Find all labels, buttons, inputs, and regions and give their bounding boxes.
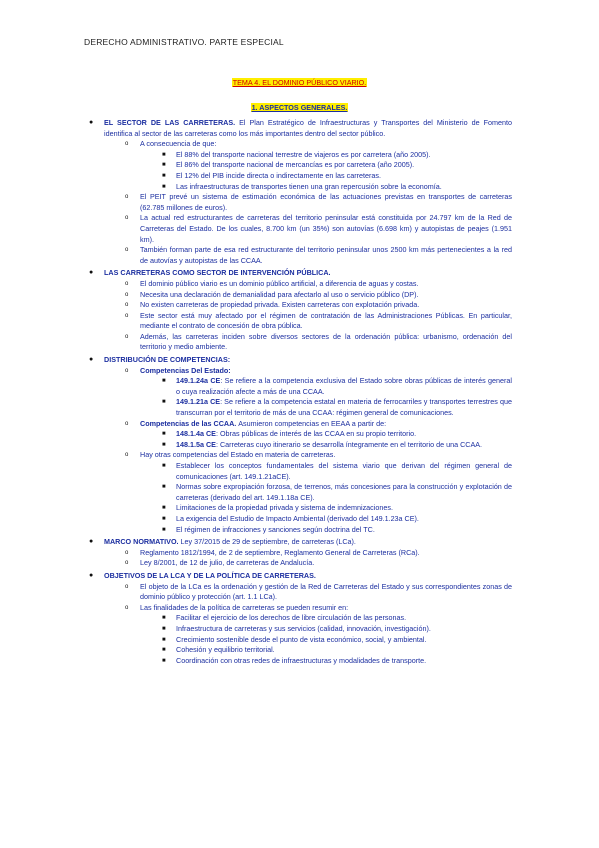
bullet-disc-icon: ● bbox=[89, 119, 94, 126]
outline-item-level-2 bbox=[125, 450, 512, 461]
bullet-square-icon: ■ bbox=[162, 151, 166, 158]
bullet-circle-icon: o bbox=[125, 420, 129, 427]
outline-item-level-3 bbox=[162, 429, 512, 440]
outline-item-level-3 bbox=[162, 634, 512, 646]
bullet-disc-icon: ● bbox=[89, 356, 94, 364]
outline-text: : Carreteras cuyo itinerario se desarrolla íntegramente en el territorio de una CCAA. bbox=[215, 439, 483, 449]
outline-list bbox=[0, 118, 599, 666]
outline-text: Facilitar el ejercicio de los derechos de libre circulación de las personas. bbox=[176, 613, 407, 623]
tema-title-line bbox=[0, 72, 599, 90]
outline-text: El régimen de infracciones y sanciones según doctrina del TC. bbox=[176, 524, 375, 534]
outline-item-level-1 bbox=[89, 537, 512, 548]
outline-item-level-3 bbox=[162, 645, 512, 656]
outline-item-level-3 bbox=[162, 439, 512, 451]
bullet-disc-icon: ● bbox=[89, 269, 94, 277]
bullet-square-icon: ■ bbox=[162, 463, 166, 469]
bullet-square-icon: ■ bbox=[162, 505, 166, 512]
outline-text: Ley 37/2015 de 29 de septiembre, de carreteras (LCa). bbox=[180, 537, 356, 547]
outline-text: Normas sobre expropiación forzosa, de terrenos, más concesiones para la construcción y explotación de carreteras (derivado del art. 149.1.18a CE). bbox=[176, 482, 512, 502]
outline-text: El 12% del PIB incide directa o indirectamente en las carreteras. bbox=[176, 170, 381, 180]
bullet-circle-icon: o bbox=[125, 194, 129, 201]
outline-item-level-2 bbox=[125, 558, 512, 569]
outline-text: Cohesión y equilibrio territorial. bbox=[176, 645, 275, 655]
outline-text: OBJETIVOS DE LA LCA Y DE LA POLÍTICA DE CARRETERAS. bbox=[104, 570, 316, 580]
outline-item-level-2 bbox=[125, 278, 512, 290]
bullet-circle-icon: o bbox=[125, 312, 129, 319]
outline-item-level-2 bbox=[125, 602, 512, 614]
bullet-circle-icon: o bbox=[125, 452, 129, 459]
outline-item-level-3 bbox=[162, 655, 512, 667]
outline-item-level-3 bbox=[162, 623, 512, 635]
outline-text: 149.1.24a CE bbox=[176, 376, 221, 386]
outline-text: La exigencia del Estudio de Impacto Ambiental (derivado del 149.1.23a CE). bbox=[176, 513, 419, 523]
outline-text: Asumieron competencias en EEAA a partir de: bbox=[238, 418, 387, 428]
bullet-circle-icon: o bbox=[125, 215, 129, 222]
outline-text: Este sector está muy afectado por el régimen de contratación de las Administraciones Públicas. En particular, mediante el contrato de concesión de obra pública. bbox=[140, 310, 512, 331]
bullet-circle-icon: o bbox=[125, 247, 129, 254]
document-header: DERECHO ADMINISTRATIVO. PARTE ESPECIAL bbox=[84, 37, 284, 47]
bullet-square-icon: ■ bbox=[162, 526, 166, 533]
outline-item-level-3 bbox=[162, 513, 512, 525]
bullet-square-icon: ■ bbox=[162, 647, 166, 654]
bullet-circle-icon: o bbox=[125, 280, 129, 287]
outline-item-level-1 bbox=[89, 268, 512, 279]
outline-text: Limitaciones de la propiedad privada y sistema de indemnizaciones. bbox=[176, 503, 393, 513]
outline-text: Reglamento 1812/1994, de 2 de septiembre, Reglamento General de Carreteras (RCa). bbox=[140, 547, 420, 557]
outline-item-level-3 bbox=[162, 524, 512, 536]
outline-text: MARCO NORMATIVO. bbox=[104, 537, 181, 547]
outline-item-level-3 bbox=[162, 461, 512, 482]
outline-item-level-2 bbox=[125, 310, 512, 332]
bullet-circle-icon: o bbox=[125, 560, 129, 567]
outline-item-level-2 bbox=[125, 547, 512, 559]
bullet-square-icon: ■ bbox=[162, 378, 166, 385]
outline-text: El Plan Estratégico de Infraestructuras y Transportes del Ministerio de Fomento identifica al sector de las carreteras como los más importantes dentro del sector público. bbox=[104, 118, 512, 138]
bullet-circle-icon: o bbox=[125, 302, 129, 309]
outline-item-level-2 bbox=[125, 300, 512, 311]
bullet-disc-icon: ● bbox=[89, 571, 94, 579]
outline-item-level-2 bbox=[125, 245, 512, 266]
outline-item-level-1 bbox=[89, 570, 512, 582]
outline-text: LAS CARRETERAS COMO SECTOR DE INTERVENCIÓN PÚBLICA. bbox=[104, 268, 331, 278]
bullet-circle-icon: o bbox=[125, 604, 129, 611]
outline-text: 148.1.5a CE bbox=[176, 439, 216, 449]
outline-text: Competencias de las CCAA. bbox=[140, 418, 239, 428]
outline-item-level-3 bbox=[162, 170, 512, 182]
outline-text: El dominio público viario es un dominio público artificial, a diferencia de aguas y costas. bbox=[140, 278, 419, 288]
outline-item-level-1 bbox=[89, 118, 512, 139]
outline-text: : Se refiere a la competencia exclusiva del Estado sobre obras públicas de interés general o cuya realización afecte a más de una CCAA. bbox=[176, 376, 512, 396]
outline-text: 148.1.4a CE bbox=[176, 429, 216, 439]
outline-text: A consecuencia de que: bbox=[140, 139, 217, 149]
outline-text: DISTRIBUCIÓN DE COMPETENCIAS: bbox=[104, 355, 231, 365]
bullet-square-icon: ■ bbox=[162, 615, 166, 622]
tema-title: TEMA 4. EL DOMINIO PÚBLICO VIARIO. bbox=[232, 78, 367, 87]
outline-text: Competencias Del Estado: bbox=[140, 365, 231, 375]
outline-text: 149.1.21a CE bbox=[176, 397, 221, 407]
outline-item-level-2 bbox=[125, 581, 512, 603]
bullet-circle-icon: o bbox=[125, 583, 129, 590]
outline-item-level-2 bbox=[125, 331, 512, 353]
outline-text: Establecer los conceptos fundamentales del sistema viario que derivan del régimen general de comunicaciones (art. 149.1.21aCE). bbox=[176, 461, 512, 481]
section-title-line bbox=[0, 97, 599, 115]
outline-text: Las infraestructuras de transportes tienen una gran repercusión sobre la economía. bbox=[176, 181, 442, 191]
outline-text: El 86% del transporte nacional de mercancías es por carretera (año 2005). bbox=[176, 160, 415, 170]
outline-text: El PEIT prevé un sistema de estimación económica de las actuaciones previstas en transportes de carreteras (62.785 millones de euros). bbox=[140, 192, 512, 212]
bullet-square-icon: ■ bbox=[162, 484, 166, 491]
outline-text: No existen carreteras de propiedad privada. Existen carreteras con explotación privada. bbox=[140, 300, 420, 310]
bullet-circle-icon: o bbox=[125, 141, 129, 148]
outline-item-level-2 bbox=[125, 213, 512, 245]
outline-item-level-3 bbox=[162, 149, 512, 161]
bullet-square-icon: ■ bbox=[162, 399, 166, 406]
bullet-square-icon: ■ bbox=[162, 636, 166, 643]
outline-text: Crecimiento sostenible desde el punto de vista económico, social, y ambiental. bbox=[176, 634, 427, 644]
bullet-circle-icon: o bbox=[125, 291, 129, 298]
section-title: 1. ASPECTOS GENERALES. bbox=[251, 103, 348, 112]
outline-text: Además, las carreteras inciden sobre diversos sectores de la ordenación pública: urbanismo, ordenación del territorio y medio ambiente. bbox=[140, 331, 512, 352]
bullet-square-icon: ■ bbox=[162, 441, 166, 448]
outline-item-level-2 bbox=[125, 289, 512, 301]
outline-text: Las finalidades de la política de carreteras se pueden resumir en: bbox=[140, 602, 349, 612]
outline-text: También forman parte de esa red estructurante del territorio peninsular unos 2500 km más pertenecientes a la red de autovías y autopistas de las CCAA. bbox=[140, 245, 512, 265]
outline-text: El objeto de la LCa es la ordenación y gestión de la Red de Carreteras del Estado y sus correspondientes zonas de dominio público y protección (art. 1.1 LCa). bbox=[140, 581, 512, 602]
outline-item-level-2 bbox=[125, 365, 512, 377]
outline-item-level-3 bbox=[162, 613, 512, 624]
outline-text: El 88% del transporte nacional terrestre de viajeros es por carretera (año 2005). bbox=[176, 149, 431, 159]
outline-item-level-2 bbox=[125, 192, 512, 213]
bullet-disc-icon: ● bbox=[89, 538, 94, 546]
outline-item-level-2 bbox=[125, 139, 512, 150]
bullet-circle-icon: o bbox=[125, 367, 129, 374]
outline-text: EL SECTOR DE LAS CARRETERAS. bbox=[104, 118, 240, 127]
outline-text: Ley 8/2001, de 12 de julio, de carreteras de Andalucía. bbox=[140, 558, 315, 568]
bullet-square-icon: ■ bbox=[162, 183, 166, 190]
outline-text: La actual red estructurantes de carreteras del territorio peninsular está constituida por 24.797 km de la Red de Carreteras del Estado. De los cuales, 8.700 km (un 35%) son autovías (6.698 km) y autopistas de peajes (1.951 km). bbox=[140, 213, 512, 244]
outline-item-level-3 bbox=[162, 482, 512, 503]
outline-item-level-3 bbox=[162, 160, 512, 171]
bullet-square-icon: ■ bbox=[162, 431, 166, 438]
bullet-square-icon: ■ bbox=[162, 625, 166, 632]
outline-item-level-3 bbox=[162, 376, 512, 397]
bullet-square-icon: ■ bbox=[162, 162, 166, 169]
bullet-square-icon: ■ bbox=[162, 515, 166, 522]
outline-item-level-2 bbox=[125, 418, 512, 430]
outline-text: Coordinación con otras redes de infraestructuras y modalidades de transporte. bbox=[176, 655, 427, 665]
outline-text: : Se refiere a la competencia estatal en materia de ferrocarriles y transportes terrestres que transcurran por el territorio de más de una CCAA: régimen general de comunicaciones. bbox=[176, 397, 512, 418]
outline-item-level-3 bbox=[162, 397, 512, 418]
outline-text: : Obras públicas de interés de las CCAA en su propio territorio. bbox=[215, 429, 417, 439]
bullet-circle-icon: o bbox=[125, 549, 129, 556]
outline-item-level-3 bbox=[162, 503, 512, 514]
outline-text: Necesita una declaración de demanialidad para afectarlo al uso o servicio público (DP). bbox=[140, 289, 419, 299]
outline-item-level-3 bbox=[162, 181, 512, 193]
outline-item-level-1 bbox=[89, 355, 512, 366]
bullet-circle-icon: o bbox=[125, 333, 129, 340]
outline-text: Hay otras competencias del Estado en materia de carreteras. bbox=[140, 450, 336, 460]
bullet-square-icon: ■ bbox=[162, 657, 166, 664]
bullet-square-icon: ■ bbox=[162, 172, 166, 179]
outline-text: Infraestructura de carreteras y sus servicios (calidad, innovación, investigación). bbox=[176, 623, 431, 633]
